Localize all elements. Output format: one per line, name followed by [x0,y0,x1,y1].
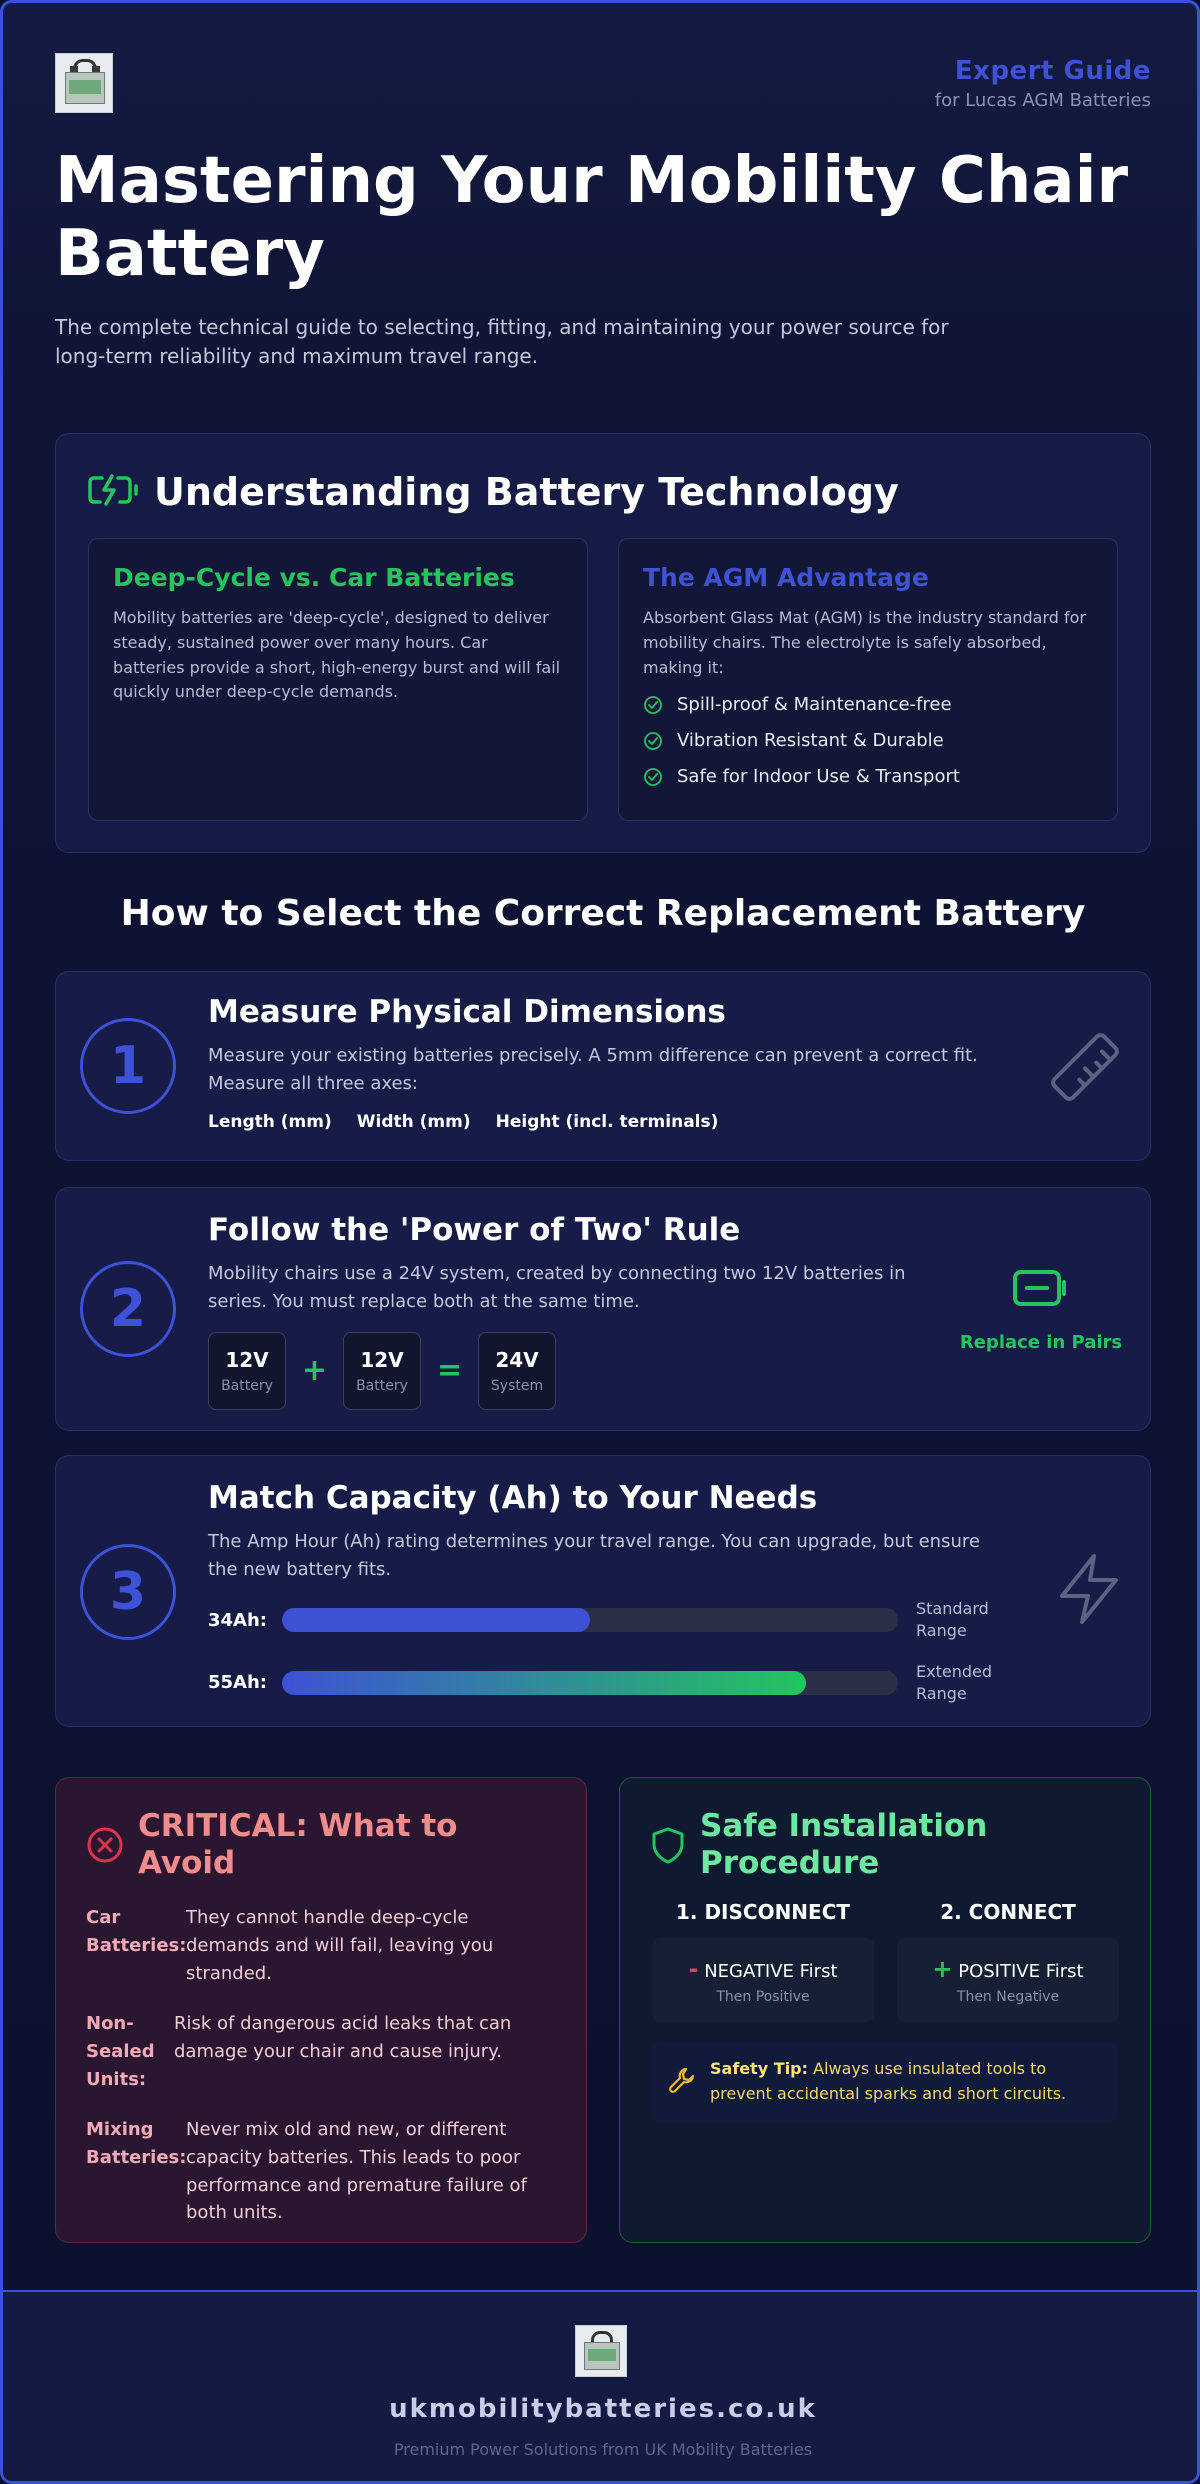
step-2-body [208,1212,948,1410]
battery-charging-icon [88,472,140,512]
dimension-length: Length (mm) [208,1111,332,1132]
intro-text: The complete technical guide to selecting, fitting, and maintaining your power source for long-term reliability and maximum travel range. [55,315,949,368]
disconnect-sub-text: Then Positive [716,1989,810,2005]
step-2-text: Mobility chairs use a 24V system, created by connecting two 12V batteries in series. You must replace both at the same time. [208,1263,906,1312]
disconnect-instruction [689,1955,838,1983]
avoid-key: Non-Sealed Units: [86,2013,155,2090]
check-circle-icon [643,695,663,715]
disconnect-box [652,1938,874,2022]
brand-logo [55,53,113,113]
capacity-bar-row [208,1598,1008,1643]
battery-voltage: 12V [360,1347,404,1372]
benefit-label: Spill-proof & Maintenance-free [677,694,952,716]
capacity-label: 34Ah: [208,1609,267,1631]
safety-tip-label: Safety Tip: [710,2059,809,2079]
step-1-body [208,994,998,1132]
battery-icon [1012,1293,1070,1312]
avoid-value: Never mix old and new, or different capacity batteries. This leads to poor performance and premature failure of both units. [186,2118,527,2224]
capacity-bar-fill [282,1671,806,1695]
dimension-width: Width (mm) [356,1111,471,1132]
deep-cycle-title: Deep-Cycle vs. Car Batteries [113,563,515,592]
list-item [643,766,1093,787]
agm-card [618,538,1118,821]
page-title: Mastering Your Mobility Chair Battery [55,144,1129,291]
connect-column [897,1900,1119,2022]
replace-in-pairs-label: Replace in Pairs [959,1332,1123,1353]
step-2-title: Follow the 'Power of Two' Rule [208,1212,741,1248]
avoid-title: CRITICAL: What to Avoid [138,1808,458,1882]
technology-header [88,470,899,514]
disconnect-phase-title: 1. DISCONNECT [675,1900,851,1924]
technology-section [55,433,1151,853]
capacity-bar-track [282,1608,898,1632]
step-1-title: Measure Physical Dimensions [208,994,726,1030]
dimension-height: Height (incl. terminals) [495,1111,719,1132]
battery-label: Battery [221,1377,273,1394]
capacity-bar-track [282,1671,898,1695]
connect-main-text: POSITIVE First [958,1961,1084,1982]
expert-badge [935,56,1151,111]
install-card [619,1777,1151,2243]
battery-box [208,1332,286,1410]
system-box [478,1332,556,1410]
battery-box [343,1332,421,1410]
step-2-card [55,1187,1151,1431]
step-1-card [55,971,1151,1161]
deep-cycle-card [88,538,588,821]
avoid-value: They cannot handle deep-cycle demands and will fail, leaving you stranded. [186,1907,494,1985]
technology-title: Understanding Battery Technology [154,470,899,514]
step-number: 3 [80,1544,176,1640]
system-label: System [490,1377,544,1394]
footer-logo [575,2325,627,2377]
safety-tip [652,2042,1118,2122]
selection-title: How to Select the Correct Replacement Battery [120,893,1086,934]
avoid-item [86,2116,556,2228]
avoid-key: Mixing Batteries: [86,2118,187,2168]
battery-label: Battery [356,1377,408,1394]
step-3-body [208,1480,1008,1705]
equals-sign: = [436,1353,463,1389]
avoid-card [55,1777,587,2243]
step-1-text: Measure your existing batteries precisely. A 5mm difference can prevent a correct fit. Measure all three axes: [208,1045,978,1094]
agm-title: The AGM Advantage [643,563,929,592]
avoid-item [86,2010,556,2094]
check-circle-icon [643,731,663,751]
replace-in-pairs [956,1268,1126,1353]
benefit-label: Vibration Resistant & Durable [677,730,944,752]
footer-site-link[interactable]: ukmobilitybatteries.co.uk [389,2394,817,2424]
minus-sign: - [688,1955,699,1983]
connect-instruction [932,1955,1083,1983]
list-item [643,730,1093,751]
step-3-text: The Amp Hour (Ah) rating determines your travel range. You can upgrade, but ensure the new battery fits. [208,1531,980,1580]
footer-tagline: Premium Power Solutions from UK Mobility Batteries [393,2440,813,2459]
lightning-icon [1054,1552,1124,1630]
safety-tip-body: Always use insulated tools to prevent accidental sparks and short circuits. [710,2059,1067,2103]
capacity-bar-fill [282,1608,590,1632]
battery-voltage: 12V [225,1347,269,1372]
list-item [643,694,1093,715]
step-number: 1 [80,1018,176,1114]
avoid-value: Risk of dangerous acid leaks that can damage your chair and cause injury. [174,2013,512,2062]
capacity-bar-row [208,1661,1008,1706]
safety-tip-text [710,2057,1102,2107]
disconnect-main-text: NEGATIVE First [704,1961,838,1982]
check-circle-icon [643,767,663,787]
capacity-label: 55Ah: [208,1672,267,1694]
connect-sub-text: Then Negative [956,1989,1060,2005]
step-number: 2 [80,1261,176,1357]
connect-phase-title: 2. CONNECT [940,1900,1076,1924]
plus-sign: + [932,1955,953,1983]
wrench-icon [668,2066,696,2098]
x-circle-icon [86,1826,124,1868]
avoid-header [86,1808,556,1882]
disconnect-column [652,1900,874,2022]
avoid-key: Car Batteries: [86,1907,187,1957]
deep-cycle-text: Mobility batteries are 'deep-cycle', designed to deliver steady, sustained power over many hours. Car batteries provide a short, high-energy burst and will fail quickly under deep-cycle demands. [113,608,561,702]
install-title: Safe Installation Procedure [700,1808,988,1882]
system-voltage: 24V [495,1347,539,1372]
expert-guide-subtitle: for Lucas AGM Batteries [934,90,1151,111]
agm-text: Absorbent Glass Mat (AGM) is the industry standard for mobility chairs. The electrolyte is safely absorbed, making it: [643,608,1087,677]
benefit-label: Safe for Indoor Use & Transport [677,766,960,788]
expert-guide-title: Expert Guide [954,56,1151,86]
plus-sign: + [301,1353,328,1389]
voltage-equation [208,1332,948,1410]
ruler-icon [1046,1028,1124,1110]
connect-box [897,1938,1119,2022]
capacity-caption: Standard Range [916,1598,989,1641]
install-header [650,1808,1120,1882]
avoid-item [86,1904,556,1988]
footer [3,2290,1200,2484]
header [55,53,1151,113]
agm-benefits-list [643,694,1093,787]
dimensions-list [208,1112,998,1132]
step-3-title: Match Capacity (Ah) to Your Needs [208,1480,818,1516]
shield-icon [650,1826,686,1868]
step-3-card [55,1455,1151,1727]
capacity-caption: Extended Range [916,1661,992,1703]
